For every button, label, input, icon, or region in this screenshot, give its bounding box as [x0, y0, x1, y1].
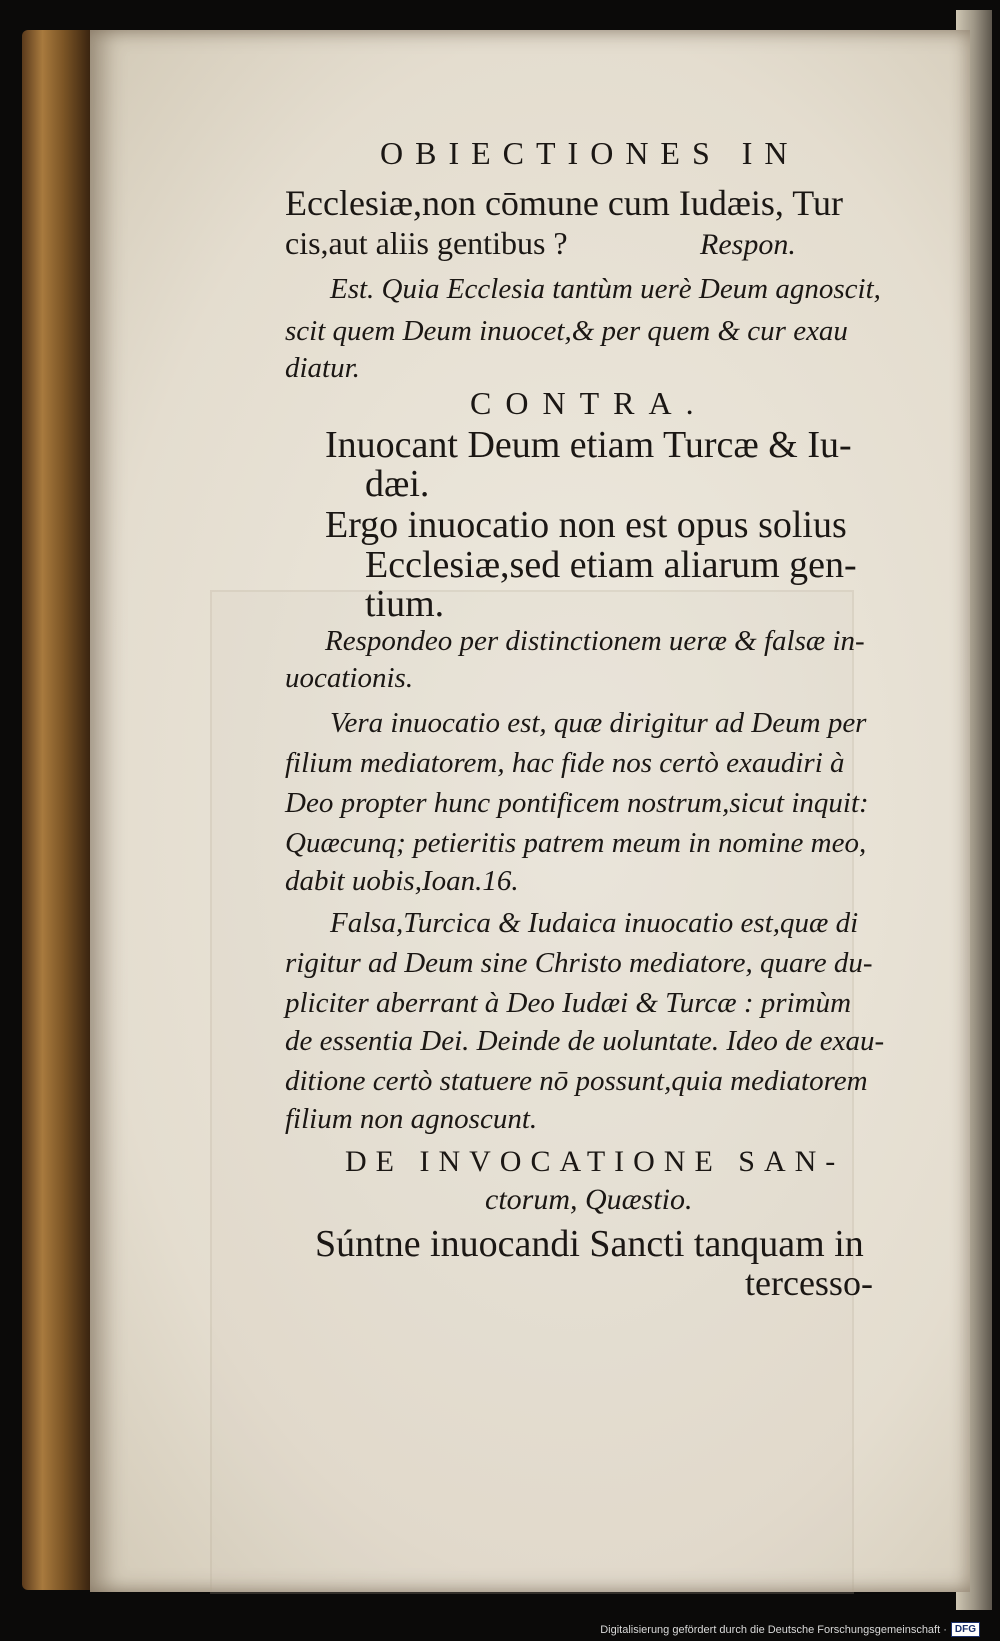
book-spine-left — [22, 30, 90, 1590]
text-line-16: Quæcunq; petieritis patrem meum in nomine meo, — [285, 827, 867, 859]
contra-heading: CONTRA. — [470, 385, 708, 421]
text-line-25: tercesso- — [745, 1263, 873, 1303]
text-line-5: diatur. — [285, 352, 360, 384]
dfg-logo: DFG — [951, 1622, 980, 1637]
text-line-21: de essentia Dei. Deinde de uoluntate. Ideo de exau- — [285, 1025, 885, 1057]
text-line-6: Inuocant Deum etiam Turcæ & Iu- — [325, 424, 852, 466]
text-line-15: Deo propter hunc pontificem nostrum,sicut inquit: — [285, 787, 869, 819]
text-line-14: filium mediatorem, hac fide nos certò exaudiri à — [285, 747, 845, 779]
running-head: OBIECTIONES IN — [380, 135, 800, 171]
text-line-8: Ergo inuocatio non est opus solius — [325, 504, 847, 546]
text-line-2: cis,aut aliis gentibus ? — [285, 225, 568, 261]
text-line-9: Ecclesiæ,sed etiam aliarum gen- — [365, 544, 857, 586]
text-line-1: Ecclesiæ,non cōmune cum Iudæis, Tur — [285, 183, 843, 223]
section-heading-line-2: ctorum, Quæstio. — [485, 1183, 693, 1216]
text-line-20: pliciter aberrant à Deo Iudæi & Turcæ : primùm — [285, 987, 852, 1019]
text-line-17: dabit uobis,Ioan.16. — [285, 865, 519, 897]
text-line-3: Est. Quia Ecclesia tantùm uerè Deum agnoscit, — [330, 273, 881, 305]
text-line-11: Respondeo per distinctionem ueræ & falsæ in- — [325, 625, 865, 657]
digitization-credit — [600, 1622, 980, 1637]
text-line-4: scit quem Deum inuocet,& per quem & cur exau — [285, 315, 848, 347]
text-line-22: ditione certò statuere nō possunt,quia mediatorem — [285, 1065, 868, 1097]
book-page — [90, 30, 970, 1592]
credit-text: Digitalisierung gefördert durch die Deutsche Forschungsgemeinschaft · — [600, 1623, 947, 1636]
text-line-23: filium non agnoscunt. — [285, 1103, 538, 1135]
text-line-10: tium. — [365, 583, 445, 625]
text-line-19: rigitur ad Deum sine Christo mediatore, quare du- — [285, 947, 873, 979]
text-line-12: uocationis. — [285, 662, 414, 694]
text-line-18: Falsa,Turcica & Iudaica inuocatio est,quæ di — [330, 907, 859, 939]
section-heading-line-1: DE INVOCATIONE SAN- — [345, 1145, 845, 1178]
text-line-13: Vera inuocatio est, quæ dirigitur ad Deum per — [330, 707, 867, 739]
text-line-7: dæi. — [365, 463, 430, 505]
text-line-24: Súntne inuocandi Sancti tanquam in — [315, 1223, 864, 1265]
respon-label: Respon. — [700, 228, 796, 261]
